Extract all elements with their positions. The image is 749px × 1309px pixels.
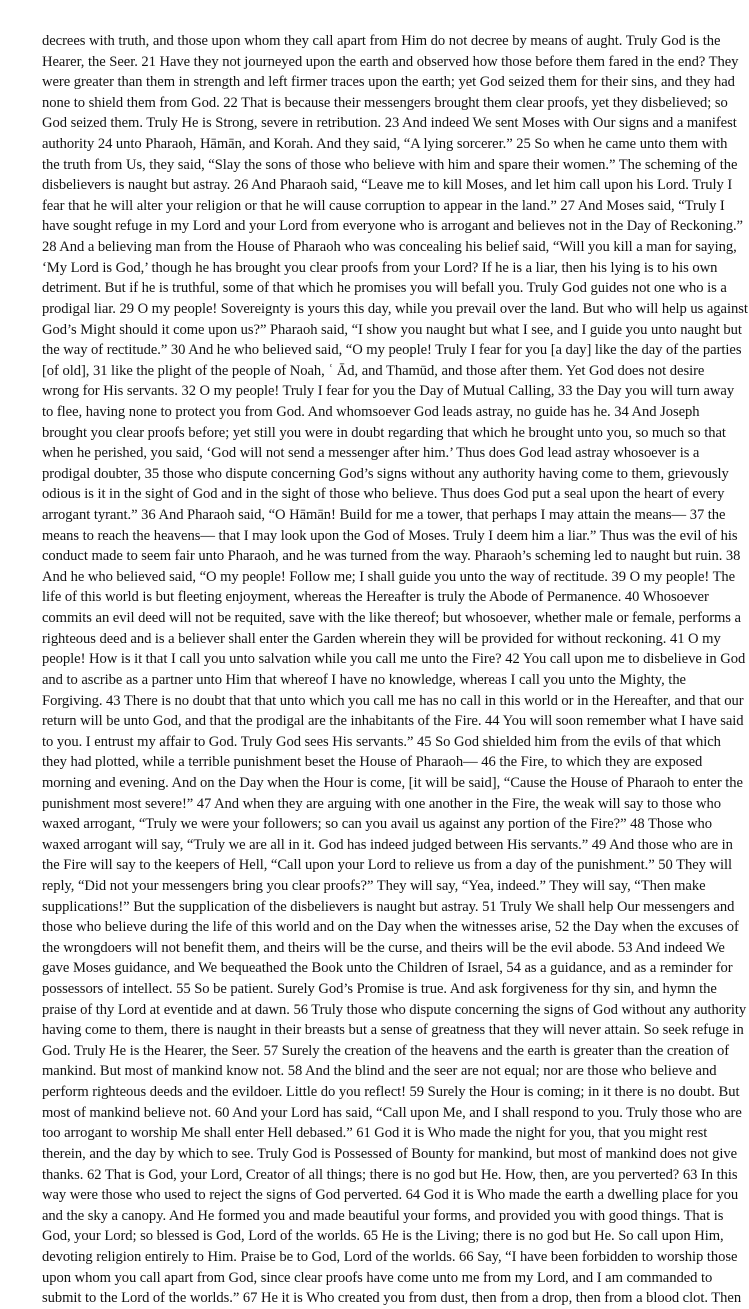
text-line: those who believe during the life of this world and on the Day when the witnesses arise, 52 the Day when the excuses of [42,919,739,936]
text-line: mankind. But most of mankind know not. 58 And the blind and the seer are not equal; nor are those who believe and [42,1063,717,1080]
text-line: the truth from Us, they said, “Slay the sons of those who believe with him and spare their women.” The scheming of the [42,156,738,173]
text-line: Forgiving. 43 There is no doubt that that unto which you call me has no call in this world or in the Hereafter, and that our [42,692,744,709]
text-line: righteous deed and is a believer shall enter the Garden wherein they will be provided for without reckoning. 41 O my [42,630,721,647]
text-line: to flee, having none to protect you from God. And whomsoever God leads astray, no guide has he. 34 And Joseph [42,403,700,420]
text-line: most of mankind believe not. 60 And your Lord has said, “Call upon Me, and I shall respond to you. Truly those who are [42,1104,742,1121]
text-line: and to ascribe as a partner unto Him that whereof I have no knowledge, whereas I call you unto the Mighty, the [42,671,686,688]
text-line: to you. I entrust my affair to God. Truly God sees His servants.” 45 So God shielded him from the evils of that which [42,733,721,750]
text-line: commits an evil deed will not be requited, save with the like thereof; but whosoever, whether male or female, performs a [42,610,741,627]
text-line: gave Moses guidance, and We bequeathed the Book unto the Children of Israel, 54 as a guidance, and as a reminder for [42,960,733,977]
text-line: disbelievers is naught but astray. 26 And Pharaoh said, “Leave me to kill Moses, and let him call upon his Lord. Truly I [42,177,733,194]
text-line: devoting religion entirely to Him. Praise be to God, Lord of the worlds. 66 Say, “I have been forbidden to worship those [42,1248,738,1265]
text-line: arrogant tyrant.” 36 And Pharaoh said, “O Hāmān! Build for me a tower, that perhaps I may attain the means— 37 the [42,507,726,524]
text-line: were greater than them in strength and left firmer traces upon the earth; yet God seized them for their sins, and they had [42,74,735,91]
text-line: the wrongdoers will not benefit them, and theirs will be the curse, and theirs will be the evil abode. 53 And indeed We [42,939,725,956]
text-line: way were those who used to reject the signs of God perverted. 64 God it is Who made the earth a dwelling place for you [42,1187,739,1204]
text-line: and the sky a canopy. And He formed you and made beautiful your forms, and provided you with good things. That is [42,1207,724,1224]
text-line: having come to them, there is naught in their breasts but a sense of greatness that they will never attain. So seek refuge in [42,1022,744,1039]
text-line: people! How is it that I call you unto salvation while you call me unto the Fire? 42 You call upon me to disbelieve in God [42,651,746,668]
text-line: authority 24 unto Pharaoh, Hāmān, and Korah. And they said, “A lying sorcerer.” 25 So when he came unto them with [42,136,728,153]
text-line: upon whom you call apart from God, since clear proofs have come unto me from my Lord, and I am commanded to [42,1269,713,1286]
text-line: reply, “Did not your messengers bring you clear proofs?” They will say, “Yea, indeed.” They will say, “Then make [42,877,706,894]
text-line: conduct made to seem fair unto Pharaoh, and he was turned from the way. Pharaoh’s scheming led to naught but ruin. 38 [42,548,741,565]
text-line: waxed arrogant will say, “Truly we are all in it. God has indeed judged between His servants.” 49 And those who are in [42,836,733,853]
text-line: God, your Lord; so blessed is God, Lord of the worlds. 65 He is the Living; there is no god but He. So call upon Him, [42,1228,724,1245]
text-line: they had plotted, while a terrible punishment beset the House of Pharaoh— 46 the Fire, to which they are exposed [42,754,703,771]
text-line: fear that he will alter your religion or that he will cause corruption to appear in the land.” 27 And Moses said, “Truly I [42,197,725,214]
text-line: wrong for His servants. 32 O my people! Truly I fear for you the Day of Mutual Calling, 33 the Day you will turn away [42,383,735,400]
text-line: praise of thy Lord at eventide and at dawn. 56 Truly those who dispute concerning the signs of God without any authority [42,1001,747,1018]
text-line: detriment. But if he is truthful, some of that which he promises you will befall you. Truly God guides not one who is a [42,280,727,297]
text-line: thanks. 62 That is God, your Lord, Creator of all things; there is no god but He. How, then, are you perverted? 63 In this [42,1166,738,1183]
text-line: when he perished, you said, ‘God will not send a messenger after him.’ Thus does God lead astray whosoever is a [42,445,700,462]
text-line: [of old], 31 like the plight of the people of Noah, ʿ Ād, and Thamūd, and those after them. Yet God does not desire [42,362,705,379]
text-line: waxed arrogant, “Truly we were your followers; so can you avail us against any portion of the Fire?” 48 Those who [42,816,712,833]
text-line: morning and evening. And on the Day when the Hour is come, [it will be said], “Cause the House of Pharaoh to enter the [42,774,743,791]
text-line: God seized them. Truly He is Strong, severe in retribution. 23 And indeed We sent Moses with Our signs and a manifest [42,115,737,132]
text-line: 28 And a believing man from the House of Pharaoh who was concealing his belief said, “Will you kill a man for saying, [42,239,737,256]
text-line: And he who believed said, “O my people! Follow me; I shall guide you unto the way of rectitude. 39 O my people! The [42,568,736,585]
text-line: prodigal doubter, 35 those who dispute concerning God’s signs without any authority having come to them, grievously [42,465,729,482]
text-line: means to reach the heavens— that I may look upon the God of Moses. Truly I deem him a liar.” Thus was the evil of his [42,527,738,544]
text-line: decrees with truth, and those upon whom they call apart from Him do not decree by means of aught. Truly God is the [42,33,721,49]
text-line: odious is it in the sight of God and in the sight of those who believe. Thus does God put a seal upon the heart of every [42,486,725,503]
text-line: God’s Might should it come upon us?” Pharaoh said, “I show you naught but what I see, and I guide you unto naught but [42,321,742,338]
text-line: brought you clear proofs before; yet still you were in doubt regarding that which he brought unto you, so much so that [42,424,726,441]
text-line: possessors of intellect. 55 So be patient. Surely God’s Promise is true. And ask forgiveness for thy sin, and hymn the [42,981,717,998]
text-line: therein, and the day by which to see. Truly God is Possessed of Bounty for mankind, but most of mankind does not give [42,1145,737,1162]
text-line: ‘My Lord is God,’ though he has brought you clear proofs from your Lord? If he is a liar, then his lying is to his own [42,259,718,276]
text-line: have sought refuge in my Lord and your Lord from everyone who is arrogant and believes not in the Day of Reckoning.” [42,218,743,235]
text-line: return will be unto God, and that the prodigal are the inhabitants of the Fire. 44 You will soon remember what I have said [42,713,744,730]
text-line: prodigal liar. 29 O my people! Sovereignty is yours this day, while you prevail over the land. But who will help us against [42,300,748,317]
text-line: supplications!” But the supplication of the disbelievers is naught but astray. 51 Truly We shall help Our messengers and [42,898,735,915]
text-line: Hearer, the Seer. 21 Have they not journeyed upon the earth and observed how those before them fared in the end? They [42,53,739,70]
text-line: too arrogant to worship Me shall enter Hell debased.” 61 God it is Who made the night for you, that you might rest [42,1125,708,1142]
text-line: life of this world is but fleeting enjoyment, whereas the Hereafter is truly the Abode of Permanence. 40 Whosoever [42,589,709,606]
text-line: the Fire will say to the keepers of Hell, “Call upon your Lord to relieve us from a day of the punishment.” 50 They will [42,857,733,874]
text-line: God. Truly He is the Hearer, the Seer. 57 Surely the creation of the heavens and the earth is greater than the creation of [42,1042,730,1059]
text-line: punishment most severe!” 47 And when they are arguing with one another in the Fire, the weak will say to those who [42,795,721,812]
text-line: perform righteous deeds and the evildoer. Little do you reflect! 59 Surely the Hour is coming; in it there is no doubt. But [42,1084,740,1101]
text-line: the way of rectitude.” 30 And he who believed said, “O my people! Truly I fear for you [a day] like the day of the parties [42,342,742,359]
body-text [42,31,748,1309]
text-line: none to shield them from God. 22 That is because their messengers brought them clear proofs, yet they disbelieved; so [42,94,728,111]
text-line: submit to the Lord of the worlds.” 67 He it is Who created you from dust, then from a drop, then from a blood clot. Then [42,1290,742,1307]
